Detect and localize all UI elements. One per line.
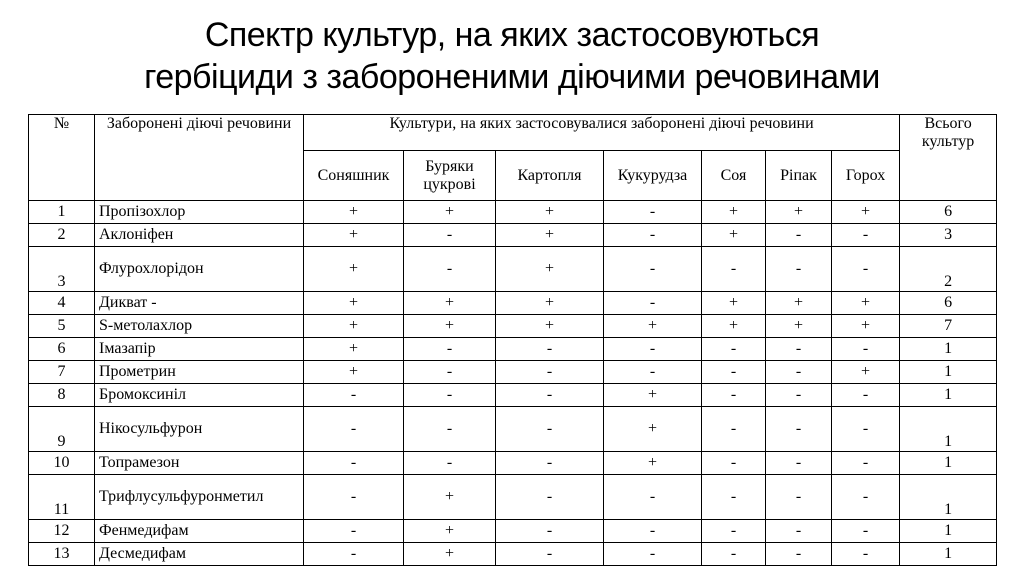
crop-mark: -	[496, 361, 604, 384]
crop-mark: +	[304, 224, 404, 247]
crop-mark: -	[766, 543, 832, 566]
crop-mark: +	[496, 201, 604, 224]
crop-mark: +	[496, 224, 604, 247]
crop-total: 1	[900, 452, 997, 475]
crop-mark: -	[604, 247, 702, 292]
crop-mark: -	[832, 338, 900, 361]
row-number: 2	[29, 224, 95, 247]
crop-mark: -	[766, 384, 832, 407]
crop-mark: -	[766, 520, 832, 543]
header-total: Всього культур	[900, 115, 997, 201]
table-row	[29, 361, 997, 384]
crop-mark: -	[404, 407, 496, 452]
slide-title	[0, 14, 1024, 98]
crop-total: 1	[900, 475, 997, 520]
crop-mark: +	[766, 292, 832, 315]
crop-mark: +	[304, 201, 404, 224]
crop-mark: +	[604, 407, 702, 452]
crop-mark: -	[304, 520, 404, 543]
crop-mark: -	[766, 247, 832, 292]
header-crop: Соя	[702, 151, 766, 201]
crop-total: 1	[900, 543, 997, 566]
crop-mark: +	[832, 201, 900, 224]
crop-mark: -	[702, 452, 766, 475]
crop-mark: +	[702, 315, 766, 338]
crop-total: 6	[900, 292, 997, 315]
crop-mark: -	[766, 338, 832, 361]
crop-mark: +	[496, 292, 604, 315]
crop-mark: -	[604, 475, 702, 520]
header-crop: Ріпак	[766, 151, 832, 201]
row-number: 3	[29, 247, 95, 292]
crop-mark: +	[304, 361, 404, 384]
crop-mark: +	[702, 224, 766, 247]
crop-mark: +	[404, 543, 496, 566]
row-number: 8	[29, 384, 95, 407]
crop-total: 3	[900, 224, 997, 247]
row-number: 11	[29, 475, 95, 520]
crop-mark: -	[404, 338, 496, 361]
crop-total: 1	[900, 407, 997, 452]
table-row	[29, 407, 997, 452]
crop-mark: +	[304, 247, 404, 292]
table-row	[29, 201, 997, 224]
crop-mark: +	[496, 247, 604, 292]
crop-mark: -	[604, 224, 702, 247]
substance-name: Десмедифам	[95, 543, 304, 566]
slide-title-line-1: Спектр культур, на яких застосовуються	[204, 16, 820, 54]
substance-name: Топрамезон	[95, 452, 304, 475]
crop-total: 1	[900, 384, 997, 407]
crop-mark: +	[304, 338, 404, 361]
crop-mark: -	[304, 452, 404, 475]
crop-mark: -	[766, 224, 832, 247]
crop-mark: -	[702, 338, 766, 361]
crop-mark: -	[404, 361, 496, 384]
crop-mark: -	[604, 543, 702, 566]
row-number: 9	[29, 407, 95, 452]
crop-mark: -	[766, 361, 832, 384]
slide-title-line-2: гербіциди з забороненими діючими речовинами	[144, 58, 880, 96]
herbicide-table	[28, 114, 997, 566]
crop-mark: -	[766, 452, 832, 475]
crop-mark: +	[766, 315, 832, 338]
substance-name: Прометрин	[95, 361, 304, 384]
substance-name: Флурохлорідон	[95, 247, 304, 292]
crop-total: 2	[900, 247, 997, 292]
crop-mark: -	[702, 361, 766, 384]
header-crop: Горох	[832, 151, 900, 201]
table-row	[29, 292, 997, 315]
crop-mark: -	[604, 201, 702, 224]
crop-mark: -	[832, 452, 900, 475]
substance-name: Пропізохлор	[95, 201, 304, 224]
row-number: 4	[29, 292, 95, 315]
substance-name: Аклоніфен	[95, 224, 304, 247]
crop-total: 1	[900, 361, 997, 384]
row-number: 1	[29, 201, 95, 224]
table-row	[29, 338, 997, 361]
table-row	[29, 452, 997, 475]
row-number: 12	[29, 520, 95, 543]
crop-mark: -	[702, 407, 766, 452]
header-crop: Кукурудза	[604, 151, 702, 201]
row-number: 13	[29, 543, 95, 566]
crop-mark: -	[832, 520, 900, 543]
crop-mark: -	[404, 224, 496, 247]
crop-mark: +	[604, 452, 702, 475]
crop-mark: +	[604, 315, 702, 338]
crop-mark: +	[832, 315, 900, 338]
crop-mark: +	[404, 475, 496, 520]
crop-mark: +	[702, 201, 766, 224]
row-number: 5	[29, 315, 95, 338]
crop-mark: -	[832, 543, 900, 566]
table-row	[29, 224, 997, 247]
header-substance: Заборонені діючі речовини	[95, 115, 304, 201]
crop-mark: -	[604, 361, 702, 384]
crop-mark: -	[832, 384, 900, 407]
crop-total: 7	[900, 315, 997, 338]
crop-mark: -	[832, 224, 900, 247]
crop-mark: -	[404, 384, 496, 407]
crop-mark: +	[832, 361, 900, 384]
table-row	[29, 543, 997, 566]
header-crop: Буряки цукрові	[404, 151, 496, 201]
crop-mark: -	[702, 543, 766, 566]
crop-mark: -	[702, 475, 766, 520]
crop-mark: -	[304, 543, 404, 566]
crop-mark: -	[304, 384, 404, 407]
substance-name: Дикват -	[95, 292, 304, 315]
substance-name: Імазапір	[95, 338, 304, 361]
crop-mark: +	[304, 315, 404, 338]
header-crop: Соняшник	[304, 151, 404, 201]
table-row	[29, 475, 997, 520]
crop-total: 6	[900, 201, 997, 224]
crop-mark: +	[766, 201, 832, 224]
crop-mark: -	[496, 543, 604, 566]
crop-mark: -	[702, 247, 766, 292]
crop-mark: +	[496, 315, 604, 338]
crop-mark: -	[496, 384, 604, 407]
crop-mark: -	[304, 475, 404, 520]
crop-mark: -	[496, 338, 604, 361]
header-crops-group: Культури, на яких застосовувалися заборонені діючі речовини	[304, 115, 900, 151]
crop-mark: -	[404, 452, 496, 475]
substance-name: Трифлусульфуронметил	[95, 475, 304, 520]
crop-mark: -	[496, 407, 604, 452]
crop-mark: -	[604, 292, 702, 315]
table-row	[29, 384, 997, 407]
header-crop: Картопля	[496, 151, 604, 201]
table-row	[29, 315, 997, 338]
crop-mark: +	[404, 201, 496, 224]
crop-mark: +	[404, 520, 496, 543]
crop-total: 1	[900, 520, 997, 543]
crop-mark: -	[496, 452, 604, 475]
crop-mark: +	[404, 292, 496, 315]
substance-name: Фенмедифам	[95, 520, 304, 543]
crop-mark: -	[496, 520, 604, 543]
crop-mark: +	[404, 315, 496, 338]
substance-name: S-метолахлор	[95, 315, 304, 338]
header-number: №	[29, 115, 95, 201]
substance-name: Бромоксиніл	[95, 384, 304, 407]
crop-mark: -	[604, 520, 702, 543]
crop-mark: +	[702, 292, 766, 315]
substance-name: Нікосульфурон	[95, 407, 304, 452]
row-number: 6	[29, 338, 95, 361]
crop-mark: -	[604, 338, 702, 361]
crop-mark: -	[832, 407, 900, 452]
crop-mark: -	[404, 247, 496, 292]
crop-total: 1	[900, 338, 997, 361]
crop-mark: -	[766, 475, 832, 520]
table-row	[29, 247, 997, 292]
row-number: 7	[29, 361, 95, 384]
crop-mark: -	[304, 407, 404, 452]
table-body	[29, 201, 997, 566]
crop-mark: -	[702, 520, 766, 543]
crop-mark: -	[702, 384, 766, 407]
row-number: 10	[29, 452, 95, 475]
crop-mark: -	[832, 247, 900, 292]
table-row	[29, 520, 997, 543]
crop-mark: +	[604, 384, 702, 407]
crop-mark: -	[496, 475, 604, 520]
crop-mark: -	[832, 475, 900, 520]
crop-mark: -	[766, 407, 832, 452]
crop-mark: +	[304, 292, 404, 315]
crop-mark: +	[832, 292, 900, 315]
